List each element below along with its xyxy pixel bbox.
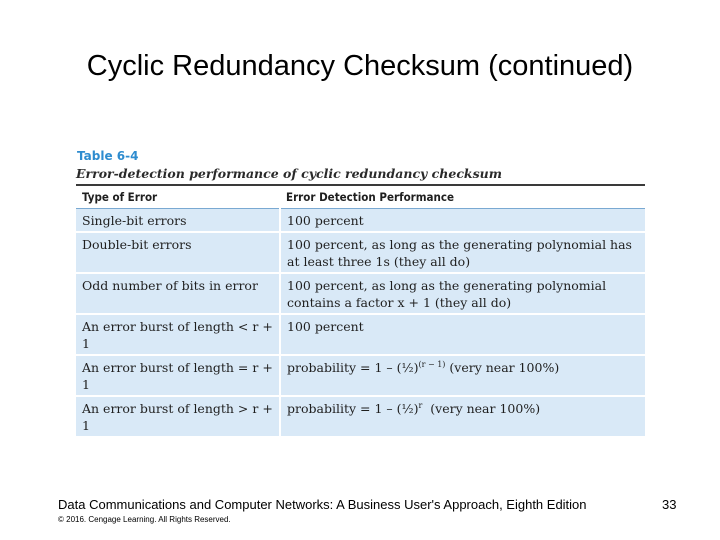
cell-error-type: Single-bit errors <box>76 209 280 233</box>
header-error-detection-performance: Error Detection Performance <box>280 186 645 209</box>
cell-performance <box>280 355 645 396</box>
table-figure <box>76 148 645 438</box>
table-header-row <box>76 186 645 209</box>
cell-error-type: An error burst of length = r + 1 <box>76 355 280 396</box>
cell-performance: 100 percent <box>280 209 645 233</box>
cell-performance <box>280 396 645 437</box>
table-caption: Error-detection performance of cyclic redundancy checksum <box>76 164 645 186</box>
cell-error-type: Double-bit errors <box>76 232 280 273</box>
performance-suffix: (very near 100%) <box>445 360 560 375</box>
cell-performance: 100 percent, as long as the generating polynomial has at least three 1s (they all do) <box>280 232 645 273</box>
cell-error-type: An error burst of length < r + 1 <box>76 314 280 355</box>
cell-error-type: Odd number of bits in error <box>76 273 280 314</box>
footer-book-title: Data Communications and Computer Networks: A Business User's Approach, Eighth Edition <box>58 497 587 512</box>
table-label: Table 6-4 <box>77 149 139 163</box>
error-detection-table <box>76 186 645 438</box>
cell-performance: 100 percent, as long as the generating polynomial contains a factor x + 1 (they all do) <box>280 273 645 314</box>
table-row <box>76 273 645 314</box>
table-row <box>76 209 645 233</box>
performance-text: probability = 1 – (½) <box>287 401 419 416</box>
table-row <box>76 314 645 355</box>
slide-title: Cyclic Redundancy Checksum (continued) <box>86 50 634 82</box>
slide-number: 33 <box>662 497 677 512</box>
performance-suffix: (very near 100%) <box>422 401 541 416</box>
cell-performance: 100 percent <box>280 314 645 355</box>
table-row <box>76 232 645 273</box>
performance-exponent: (r − 1) <box>418 359 446 369</box>
header-type-of-error: Type of Error <box>76 186 280 209</box>
cell-error-type: An error burst of length > r + 1 <box>76 396 280 437</box>
table-row <box>76 355 645 396</box>
table-row <box>76 396 645 437</box>
copyright-notice: © 2016. Cengage Learning. All Rights Reserved. <box>58 515 231 524</box>
performance-text: probability = 1 – (½) <box>287 360 419 375</box>
performance-exponent: r <box>418 400 423 410</box>
